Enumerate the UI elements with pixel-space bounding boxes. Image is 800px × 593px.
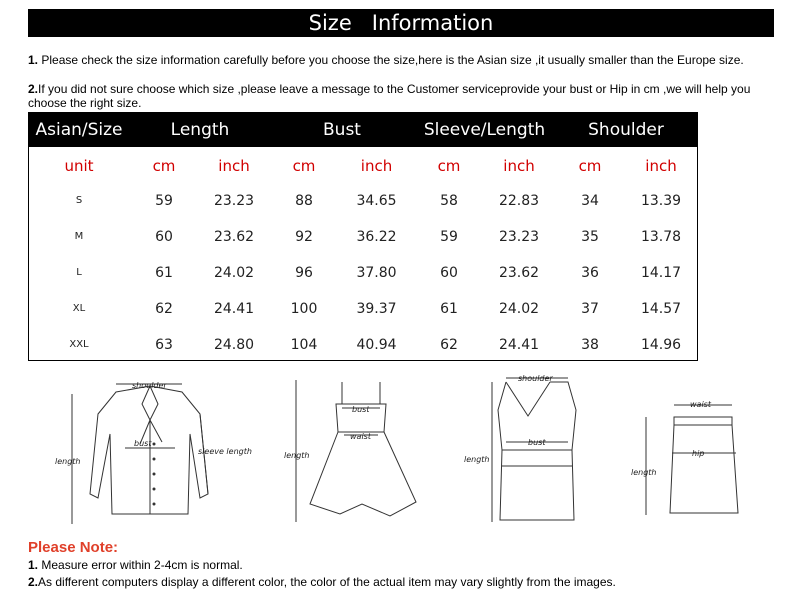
blouse-sleeve-label: sleeve length <box>198 447 252 456</box>
skirt-length-label: length <box>631 468 657 477</box>
table-cell: 36.22 <box>356 229 397 245</box>
table-cell: 38 <box>581 337 599 353</box>
table-cell: 61 <box>155 265 173 281</box>
table-cell: 59 <box>440 229 458 245</box>
please-note-title: Please Note: <box>28 539 119 556</box>
table-cell: 24.41 <box>498 337 540 353</box>
table-cell: 60 <box>440 265 458 281</box>
table-cell: 24.02 <box>213 265 255 281</box>
dress-length-label: length <box>284 451 310 460</box>
table-cell: 23.23 <box>498 229 540 245</box>
tank-shoulder-label: shoulder <box>518 374 553 383</box>
table-header <box>29 113 697 147</box>
header-shoulder: Shoulder <box>588 120 664 140</box>
header-length: Length <box>170 120 230 140</box>
table-cell: 23.62 <box>498 265 540 281</box>
table-cell: 34 <box>581 193 599 209</box>
table-cell: inch <box>360 157 393 175</box>
row-size-cell: XL <box>72 303 86 314</box>
table-cell: 36 <box>581 265 599 281</box>
table-cell: 40.94 <box>356 337 397 353</box>
please-note-2 <box>28 575 616 589</box>
size-note-2 <box>28 82 768 110</box>
row-size-cell: unit <box>64 157 94 175</box>
please-note-1 <box>28 558 243 572</box>
table-cell: 24.41 <box>213 301 255 317</box>
table-cell: 22.83 <box>498 193 540 209</box>
note-number: 2. <box>28 575 39 589</box>
note-text: As different computers display a different color, the color of the actual item may vary slightly from the images. <box>38 575 616 589</box>
dress-bust-label: bust <box>352 405 370 414</box>
table-cell: 23.23 <box>213 193 255 209</box>
table-cell: 14.57 <box>640 301 682 317</box>
row-size-cell: XXL <box>69 339 89 350</box>
tank-length-label: length <box>464 455 490 464</box>
table-cell: 24.02 <box>498 301 540 317</box>
page-title: Size Information <box>28 9 774 37</box>
table-cell: 63 <box>155 337 173 353</box>
skirt-waist-label: waist <box>690 400 711 409</box>
table-cell: 62 <box>155 301 173 317</box>
dress-waist-label: waist <box>350 432 371 441</box>
table-cell: inch <box>645 157 677 175</box>
table-cell: 14.17 <box>640 265 682 281</box>
table-cell: 60 <box>155 229 173 245</box>
note-text: Measure error within 2-4cm is normal. <box>38 558 243 572</box>
blouse-shoulder-label: shoulder <box>132 381 167 390</box>
row-size-cell: M <box>74 231 84 242</box>
blouse-bust-label: bust <box>134 439 152 448</box>
table-cell: 100 <box>290 301 318 317</box>
table-cell: 34.65 <box>356 193 397 209</box>
note-text: Please check the size information carefully before you choose the size,here is the Asian size ,it usually smaller than the Europe size. <box>38 53 744 67</box>
header-bust: Bust <box>323 120 361 140</box>
table-cell: 14.96 <box>640 337 682 353</box>
row-size-cell: S <box>75 195 83 206</box>
note-text: If you did not sure choose which size ,please leave a message to the Customer serviceprovide your bust or Hip in cm ,we will help you choose the right size. <box>28 82 751 110</box>
tank-measure-illustration <box>462 370 592 530</box>
table-cell: inch <box>218 157 250 175</box>
table-cell: cm <box>292 157 316 175</box>
note-number: 1. <box>28 558 39 572</box>
note-number: 1. <box>28 53 39 67</box>
table-cell: 37 <box>581 301 599 317</box>
size-table <box>28 112 698 361</box>
table-cell: 88 <box>295 193 313 209</box>
table-cell: 24.80 <box>213 337 255 353</box>
blouse-length-label: length <box>55 457 81 466</box>
table-cell: 37.80 <box>356 265 397 281</box>
size-note-1 <box>28 53 744 67</box>
row-size-cell: L <box>76 267 82 278</box>
table-cell: 104 <box>290 337 318 353</box>
table-cell: 59 <box>155 193 173 209</box>
note-number: 2. <box>28 82 39 96</box>
table-cell: 92 <box>295 229 313 245</box>
dress-measure-illustration <box>280 374 425 529</box>
tank-bust-label: bust <box>528 438 546 447</box>
table-cell: 39.37 <box>356 301 397 317</box>
table-cell: 13.78 <box>640 229 682 245</box>
blouse-measure-illustration <box>50 374 265 534</box>
header-asian-size: Asian/Size <box>35 120 123 140</box>
table-cell: 58 <box>440 193 458 209</box>
table-cell: 62 <box>440 337 458 353</box>
table-cell: 35 <box>581 229 599 245</box>
skirt-hip-label: hip <box>692 449 705 458</box>
table-cell: 61 <box>440 301 458 317</box>
table-cell: cm <box>152 157 176 175</box>
table-cell: cm <box>437 157 461 175</box>
table-cell: 96 <box>295 265 313 281</box>
header-sleeve-length: Sleeve/Length <box>423 120 546 140</box>
table-cell: cm <box>578 157 602 175</box>
skirt-measure-illustration <box>630 395 750 520</box>
table-cell: 23.62 <box>213 229 255 245</box>
table-cell: inch <box>503 157 535 175</box>
table-cell: 13.39 <box>640 193 682 209</box>
